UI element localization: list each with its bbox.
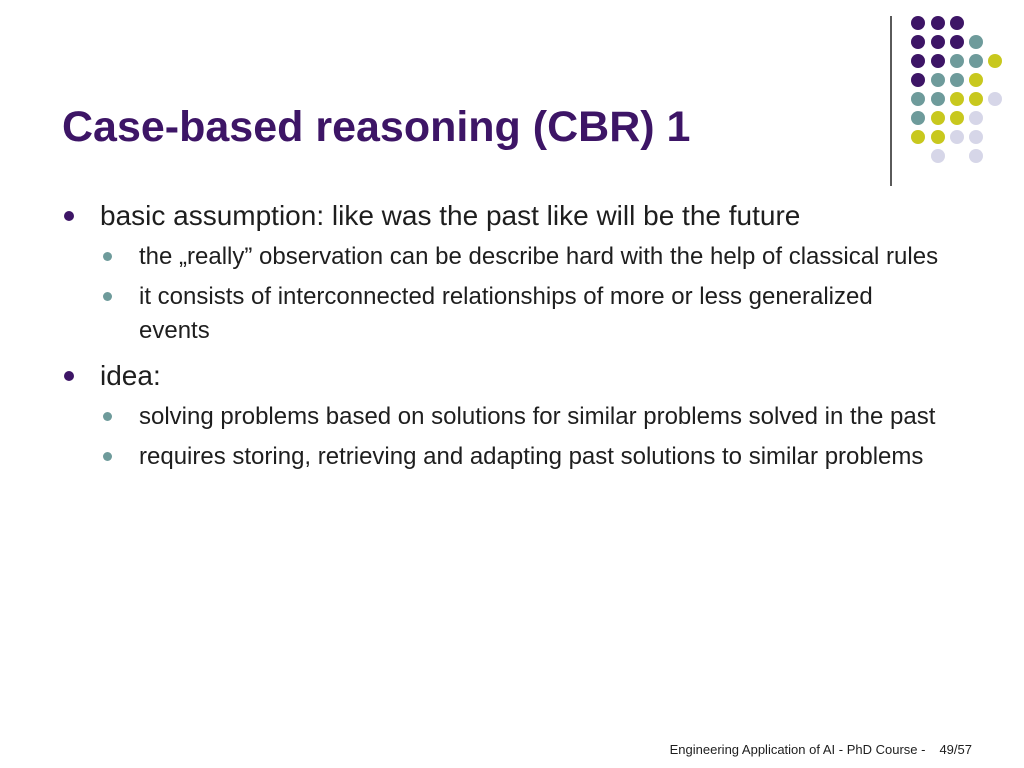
decor-dot xyxy=(931,16,945,30)
decor-dot xyxy=(911,111,925,125)
decor-dot xyxy=(911,130,925,144)
sub-bullet-dot-icon xyxy=(103,292,112,301)
decor-dot xyxy=(931,35,945,49)
sub-bullet-item xyxy=(62,400,939,434)
sub-bullet-dot-icon xyxy=(103,452,112,461)
decor-dot xyxy=(911,73,925,87)
sub-bullet-item xyxy=(62,440,939,474)
decor-dot xyxy=(988,54,1002,68)
slide-footer xyxy=(670,742,972,757)
decor-dot xyxy=(969,111,983,125)
bullet-text: basic assumption: like was the past like will be the future xyxy=(100,200,801,231)
decor-dot xyxy=(969,149,983,163)
decor-dot xyxy=(969,92,983,106)
decor-dot xyxy=(969,73,983,87)
sub-bullet-text: it consists of interconnected relationships of more or less generalized events xyxy=(139,283,873,344)
decor-dot xyxy=(911,54,925,68)
sub-bullet-text: solving problems based on solutions for similar problems solved in the past xyxy=(139,403,936,430)
decor-dot xyxy=(931,130,945,144)
decor-dot xyxy=(950,73,964,87)
decor-dot xyxy=(931,73,945,87)
sub-bullet-dot-icon xyxy=(103,412,112,421)
decor-dot xyxy=(950,130,964,144)
decor-dot xyxy=(950,92,964,106)
decor-dot xyxy=(931,92,945,106)
bullet-item xyxy=(62,198,962,234)
sub-bullet-dot-icon xyxy=(103,252,112,261)
decor-dot xyxy=(931,111,945,125)
bullet-dot-icon xyxy=(64,371,74,381)
sub-bullet-text: requires storing, retrieving and adapting past solutions to similar problems xyxy=(139,443,924,470)
bullet-dot-icon xyxy=(64,211,74,221)
decor-dot xyxy=(911,92,925,106)
decor-dot xyxy=(950,54,964,68)
decor-dot xyxy=(931,149,945,163)
sub-bullet-item xyxy=(62,240,939,274)
decor-dot xyxy=(969,130,983,144)
sub-bullet-text: the „really” observation can be describe hard with the help of classical rules xyxy=(139,243,939,270)
decor-dot xyxy=(950,16,964,30)
bullet-text: idea: xyxy=(100,360,161,391)
title-divider-line xyxy=(890,16,892,186)
decor-dot xyxy=(911,16,925,30)
decor-dot xyxy=(950,111,964,125)
decor-dot xyxy=(931,54,945,68)
footer-course-text: Engineering Application of AI - PhD Course - xyxy=(669,742,926,757)
decor-dot xyxy=(950,35,964,49)
bullet-item xyxy=(62,358,962,394)
decor-dot xyxy=(911,35,925,49)
decor-dot xyxy=(969,54,983,68)
sub-bullet-item xyxy=(62,280,939,348)
slide-title: Case-based reasoning (CBR) 1 xyxy=(62,103,691,151)
page-number: 49/57 xyxy=(939,742,972,757)
decor-dot xyxy=(988,92,1002,106)
slide-content xyxy=(62,198,962,480)
decor-dot xyxy=(969,35,983,49)
